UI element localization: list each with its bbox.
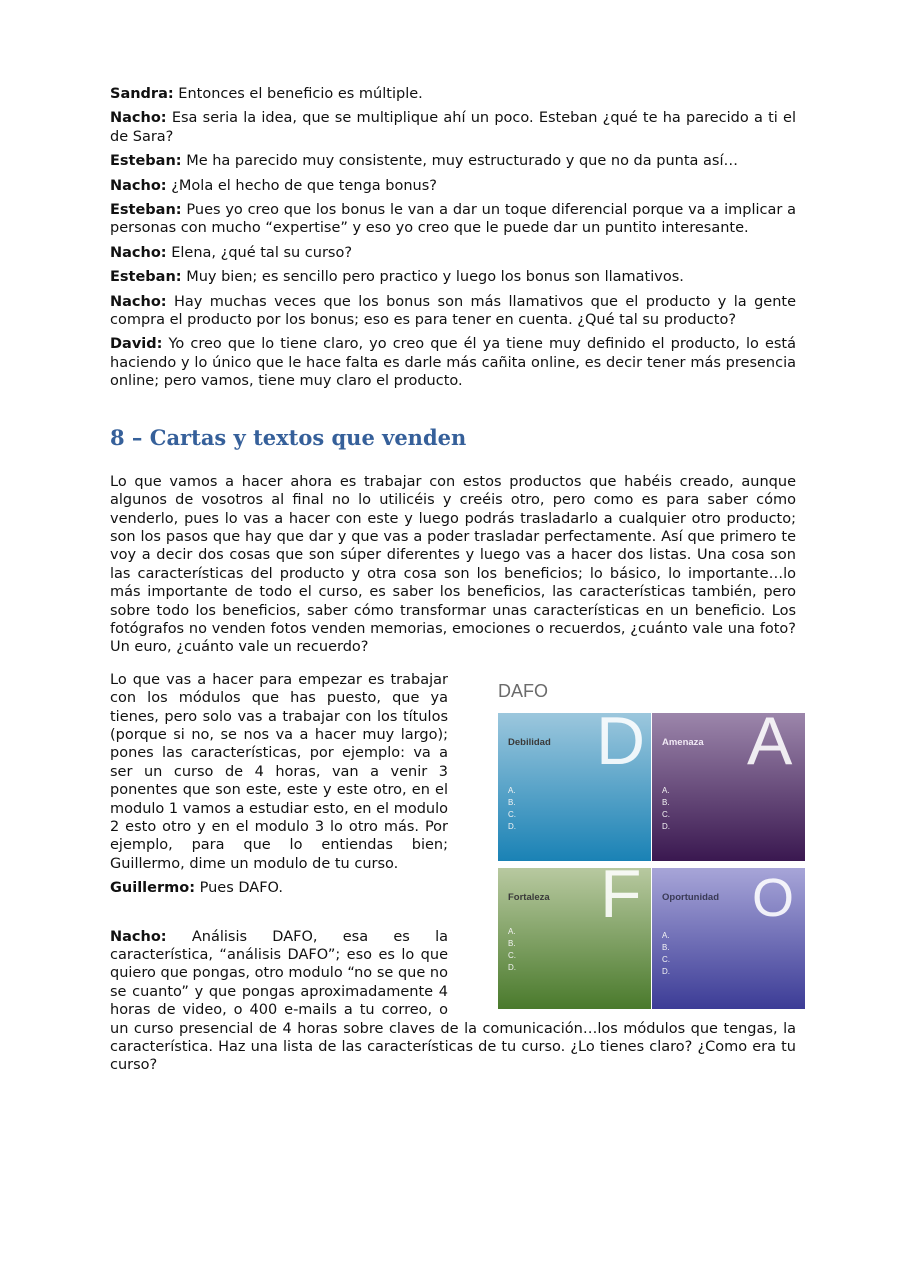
- page-content: [110, 85, 796, 1081]
- list-item: D.: [662, 821, 670, 831]
- dafo-quadrant-fortaleza: [498, 868, 651, 1009]
- list-item: A.: [662, 785, 670, 795]
- dialogue-text: Esa seria la idea, que se multiplique ahí un poco. Esteban ¿qué te ha parecido a ti el de Sara?: [110, 110, 796, 145]
- quadrant-letter: A: [747, 712, 793, 779]
- quadrant-label: Amenaza: [662, 736, 704, 748]
- quadrant-items: [508, 926, 516, 974]
- dialogue-text: Me ha parecido muy consistente, muy estructurado y que no da punta así…: [181, 153, 738, 170]
- quadrant-letter: D: [596, 712, 646, 779]
- list-item: B.: [508, 797, 516, 807]
- dialogue-text: Pues DAFO.: [195, 880, 283, 897]
- intro-paragraph: Lo que vamos a hacer ahora es trabajar con estos productos que habéis creado, aunque algunos de vosotros al final no lo utilicéis y creéis otro, pero como es para saber cómo venderlo, pues lo vas a hacer con este y luego podrás trasladarlo a cualquier otro producto; son los pasos que hay que dar y que vas a poder trasladar perfectamente. Así que primero te voy a decir dos cosas que son súper diferentes y luego vas a hacer dos listas. Una cosa son las características del producto y otra cosa son los beneficios; lo básico, lo importante…lo más importante de todo el curso, es saber los beneficios, las características también, pero sobre todo los beneficios, saber cómo transformar unas características en un beneficio. Los fotógrafos no venden fotos venden memorias, emociones o recuerdos, ¿cuánto vale una foto? Un euro, ¿cuánto vale un recuerdo?: [110, 473, 796, 656]
- list-item: C.: [662, 954, 670, 964]
- dialogue-text: Pues yo creo que los bonus le van a dar un toque diferencial porque va a implicar a personas con mucho “expertise” y eso yo creo que le puede dar un puntito interesante.: [110, 202, 796, 237]
- dialogue-block: [110, 85, 796, 391]
- quadrant-label: Oportunidad: [662, 891, 719, 903]
- speaker-name: Esteban:: [110, 269, 182, 286]
- dafo-quadrant-debilidad: [498, 713, 651, 861]
- dialogue-text: Muy bien; es sencillo pero practico y luego los bonus son llamativos.: [181, 269, 684, 286]
- dialogue-line: [110, 109, 796, 146]
- quadrant-items: [662, 785, 670, 833]
- dialogue-text: Análisis DAFO, esa es la característica, “análisis DAFO”; eso es lo que quiero que pongas, otro modulo “no se que no se cuanto” y que pongas aproximadamente 4 horas de video, o 400 e-mails a tu correo, o un curso presencial de 4 horas sobre claves de la comunicación…los módulos que tengas, la característica. Haz una lista de las características de tu curso. ¿Lo tienes claro? ¿Como era tu curso?: [110, 928, 796, 1074]
- dialogue-text: Elena, ¿qué tal su curso?: [166, 244, 353, 261]
- section-heading: 8 – Cartas y textos que venden: [110, 424, 467, 450]
- dialogue-text: ¿Mola el hecho de que tenga bonus?: [166, 177, 437, 194]
- quadrant-letter: O: [752, 867, 795, 928]
- speaker-name: Esteban:: [110, 153, 182, 170]
- list-item: D.: [508, 962, 516, 972]
- list-item: B.: [662, 797, 670, 807]
- quadrant-items: [508, 785, 516, 833]
- dialogue-line: [110, 85, 796, 103]
- list-item: B.: [508, 938, 516, 948]
- dafo-quadrant-amenaza: [652, 713, 805, 861]
- list-item: B.: [662, 942, 670, 952]
- list-item: C.: [508, 809, 516, 819]
- quadrant-items: [662, 930, 670, 978]
- speaker-name: Esteban:: [110, 202, 182, 219]
- dialogue-text: Yo creo que lo tiene claro, yo creo que él ya tiene muy definido el producto, lo está haciendo y lo único que le hace falta es darle más cañita online, es decir tener más presencia online; pero vamos, tiene muy claro el producto.: [110, 336, 796, 390]
- dafo-figure: [470, 671, 796, 1011]
- list-item: D.: [662, 966, 670, 976]
- dialogue-line: [110, 201, 796, 238]
- speaker-name: Guillermo:: [110, 880, 195, 897]
- speaker-name: Nacho:: [110, 293, 167, 310]
- quadrant-label: Debilidad: [508, 736, 551, 748]
- list-item: A.: [662, 930, 670, 940]
- dialogue-line: [110, 152, 796, 170]
- dialogue-line: [110, 268, 796, 286]
- list-item: C.: [662, 809, 670, 819]
- dialogue-line: [110, 293, 796, 330]
- dialogue-text: Entonces el beneficio es múltiple.: [173, 86, 423, 102]
- list-item: C.: [508, 950, 516, 960]
- dafo-grid: [498, 713, 805, 1009]
- dialogue-line: [110, 244, 796, 262]
- text-with-figure: [110, 671, 796, 1075]
- quadrant-label: Fortaleza: [508, 891, 550, 903]
- speaker-name: David:: [110, 336, 163, 353]
- dafo-quadrant-oportunidad: [652, 868, 805, 1009]
- speaker-name: Nacho:: [110, 928, 167, 945]
- dialogue-line: [110, 177, 796, 195]
- quadrant-letter: F: [600, 867, 642, 932]
- speaker-name: Nacho:: [110, 177, 167, 194]
- speaker-name: Nacho:: [110, 244, 167, 261]
- wrap-paragraph: Lo que vas a hacer para empezar es trabajar con los módulos que has puesto, que ya tienes, pero solo vas a trabajar con los títulos (porque si no, se nos va a hacer muy largo); pones las características, por ejemplo: va a ser un curso de 4 horas, van a venir 3 ponentes que son este, este y este otro, en el modulo 1 vamos a estudiar esto, en el modulo 2 esto otro y en el modulo 3 lo otro más. Por ejemplo, para que lo entiendas bien; Guillermo, dime un modulo de tu curso.: [110, 671, 448, 872]
- list-item: A.: [508, 926, 516, 936]
- dialogue-line: [110, 335, 796, 390]
- list-item: D.: [508, 821, 516, 831]
- dafo-title: DAFO: [498, 680, 549, 701]
- list-item: A.: [508, 785, 516, 795]
- dialogue-text: Hay muchas veces que los bonus son más llamativos que el producto y la gente compra el producto por los bonus; eso es para tener en cuenta. ¿Qué tal su producto?: [110, 293, 796, 329]
- speaker-name: Sandra:: [110, 86, 174, 102]
- speaker-name: Nacho:: [110, 110, 167, 127]
